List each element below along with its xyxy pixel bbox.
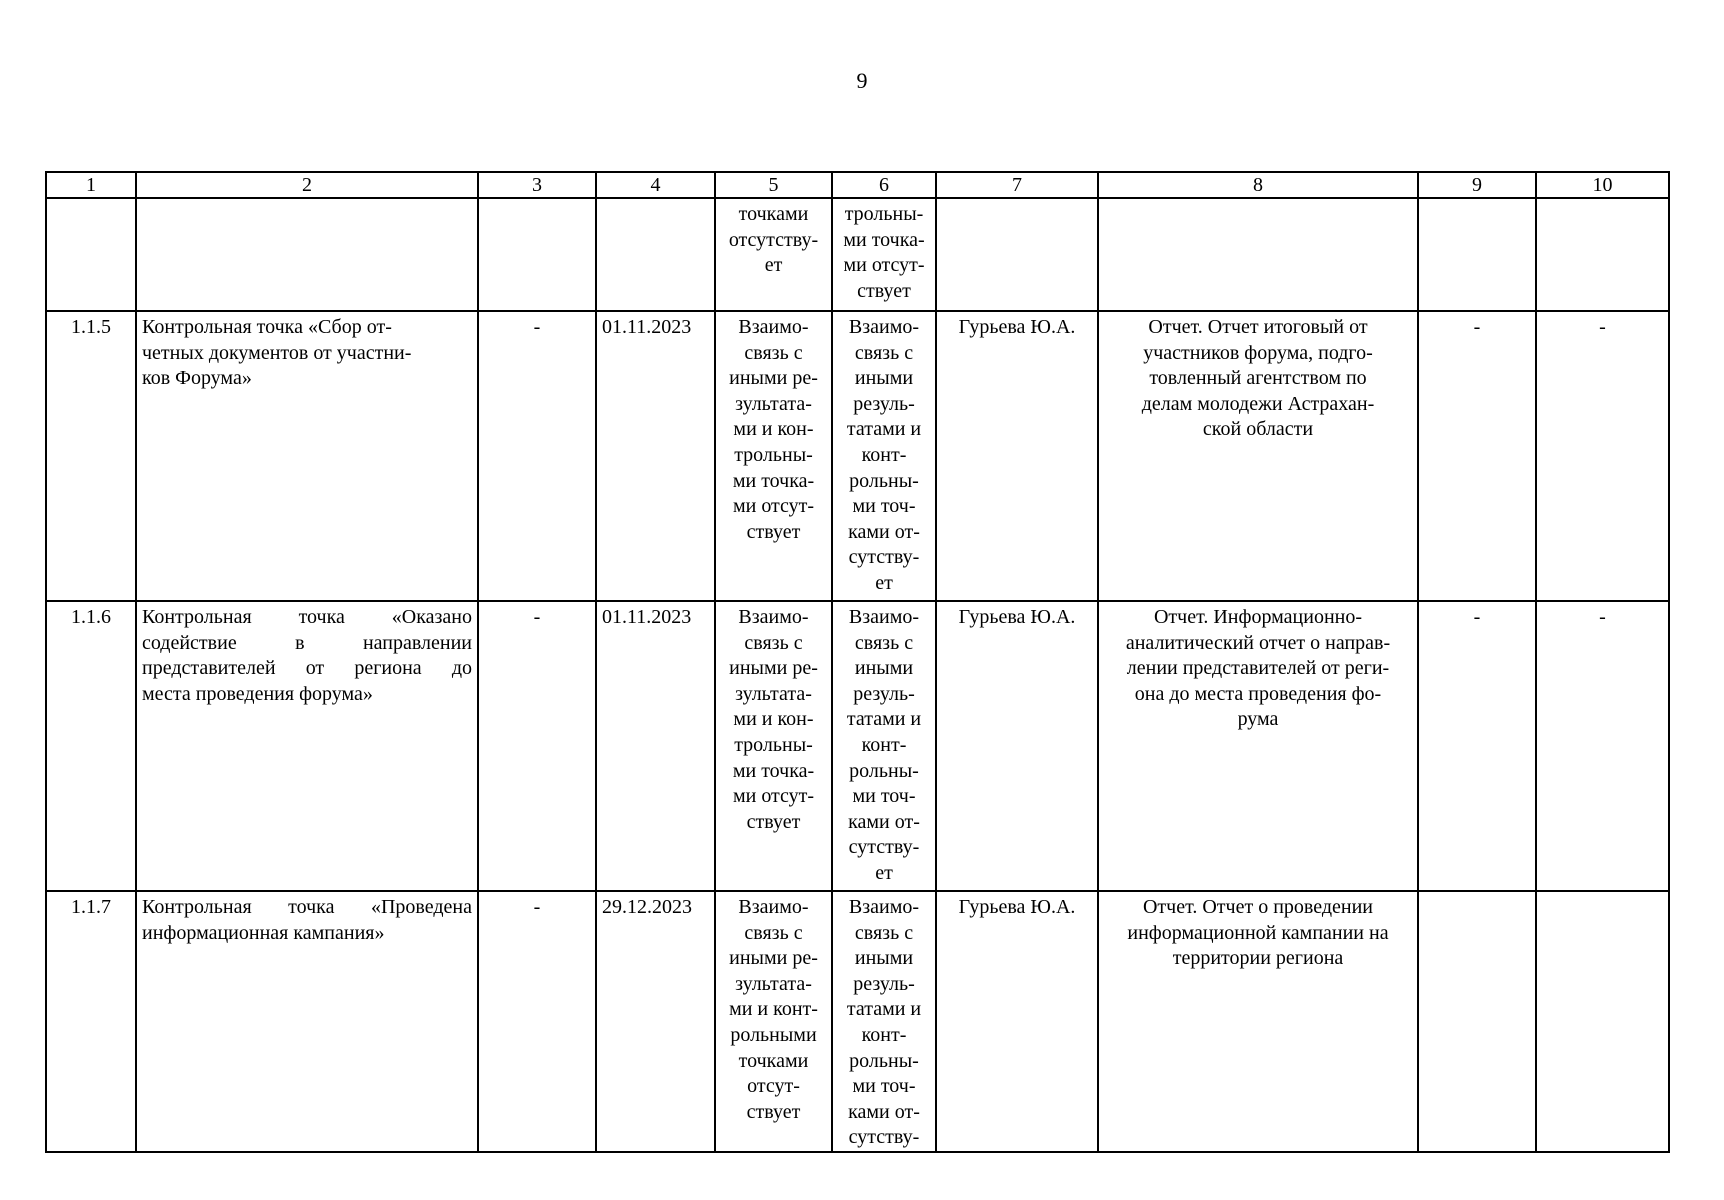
- header-col-9: 9: [1418, 172, 1536, 198]
- text-line: Контрольная точка «Проведена: [142, 896, 472, 918]
- text-line: резуль-: [853, 682, 915, 705]
- cell-col10: -: [1536, 311, 1669, 601]
- text-line: связь с: [744, 921, 803, 944]
- text-line: ствует: [746, 520, 801, 543]
- text-line: места проведения форума»: [142, 682, 373, 705]
- cell-relation-results: [715, 891, 832, 1152]
- table-row: [46, 311, 1669, 601]
- text-line: ми отсут-: [732, 785, 815, 808]
- cell-executor: Гурьева Ю.А.: [936, 891, 1098, 1152]
- text-line: точками: [738, 203, 809, 225]
- text-line: рольны-: [849, 1049, 919, 1072]
- cell-executor: Гурьева Ю.А.: [936, 311, 1098, 601]
- cell-document: [1098, 311, 1418, 601]
- table-row-continuation: [46, 198, 1669, 311]
- text-line: татами и: [846, 998, 922, 1021]
- text-line: иными: [854, 657, 914, 680]
- text-line: Контрольная точка «Оказано: [142, 606, 472, 628]
- cell-empty: [478, 198, 596, 311]
- text-line: ками от-: [848, 810, 920, 833]
- text-line: иными ре-: [729, 657, 818, 680]
- text-line: делам молодежи Астрахан-: [1141, 392, 1375, 415]
- text-line: точками: [738, 1049, 809, 1072]
- text-line: Отчет. Отчет о проведении: [1142, 896, 1374, 918]
- header-col-5: 5: [715, 172, 832, 198]
- text-line: рума: [1237, 708, 1279, 731]
- text-line: рольны-: [849, 759, 919, 782]
- cell-relation-results: [715, 311, 832, 601]
- text-line: связь с: [854, 921, 914, 944]
- cell-number: 1.1.5: [46, 311, 136, 601]
- text-line: аналитический отчет о направ-: [1125, 631, 1391, 654]
- header-col-4: 4: [596, 172, 715, 198]
- cell-empty: [936, 198, 1098, 311]
- header-col-8: 8: [1098, 172, 1418, 198]
- text-line: Отчет. Отчет итоговый от: [1148, 316, 1368, 338]
- cell-col9: -: [1418, 311, 1536, 601]
- header-row: [46, 172, 1669, 198]
- cell-date: 01.11.2023: [596, 601, 715, 891]
- text-line: зультата-: [735, 972, 812, 995]
- cell-control-point-name: [136, 891, 478, 1152]
- text-line: ми точка-: [732, 759, 815, 782]
- text-line: Взаимо-: [738, 316, 809, 338]
- text-line: ми и конт-: [729, 998, 818, 1021]
- cell-relation-control: [832, 891, 936, 1152]
- cell-empty: [136, 198, 478, 311]
- text-line: ет: [875, 861, 893, 884]
- text-line: ками от-: [848, 520, 920, 543]
- text-line: конт-: [861, 443, 907, 466]
- text-line: татами и: [846, 418, 922, 441]
- cell-control-point-name: [136, 311, 478, 601]
- header-col-2: 2: [136, 172, 478, 198]
- text-line: иными ре-: [729, 367, 818, 390]
- text-line: Взаимо-: [848, 316, 920, 338]
- cell-col9: [1418, 891, 1536, 1152]
- text-line: резуль-: [853, 972, 915, 995]
- cell-empty: [1098, 198, 1418, 311]
- text-line: ками от-: [848, 1100, 920, 1123]
- text-line: рольными: [730, 1023, 817, 1046]
- cell-col3: -: [478, 891, 596, 1152]
- cell-number: 1.1.7: [46, 891, 136, 1152]
- text-line: связь с: [854, 631, 914, 654]
- cell-col3: -: [478, 311, 596, 601]
- text-line: Взаимо-: [848, 606, 920, 628]
- cell-empty: [46, 198, 136, 311]
- cell-relation-results: [715, 198, 832, 311]
- text-line: трольны-: [734, 443, 813, 466]
- text-line: связь с: [744, 341, 803, 364]
- cell-document: [1098, 891, 1418, 1152]
- cell-empty: [596, 198, 715, 311]
- text-line: связь с: [744, 631, 803, 654]
- text-line: иными ре-: [729, 947, 818, 970]
- cell-date: 29.12.2023: [596, 891, 715, 1152]
- text-line: она до места проведения фо-: [1134, 682, 1382, 705]
- header-col-6: 6: [832, 172, 936, 198]
- text-line: ствует: [746, 1100, 801, 1123]
- text-line: товленный агентством по: [1149, 367, 1367, 390]
- cell-col10: [1536, 891, 1669, 1152]
- text-line: Контрольная точка «Сбор от-: [142, 316, 392, 338]
- text-line: ми отсут-: [732, 495, 815, 518]
- text-line: информационной кампании на: [1127, 921, 1389, 944]
- text-line: ков Форума»: [142, 367, 252, 390]
- cell-document: [1098, 601, 1418, 891]
- text-line: ми точка-: [843, 228, 925, 251]
- table-row: [46, 891, 1669, 1152]
- text-line: связь с: [854, 341, 914, 364]
- text-line: ет: [764, 254, 783, 277]
- text-line: зультата-: [735, 392, 812, 415]
- cell-date: 01.11.2023: [596, 311, 715, 601]
- text-line: татами и: [846, 708, 922, 731]
- text-line: лении представителей от реги-: [1126, 657, 1390, 680]
- text-line: трольны-: [734, 733, 813, 756]
- cell-relation-control: [832, 311, 936, 601]
- text-line: Отчет. Информационно-: [1153, 606, 1363, 628]
- text-line: конт-: [861, 1023, 907, 1046]
- text-line: рольны-: [849, 469, 919, 492]
- text-line: представителей от региона до: [142, 657, 472, 680]
- cell-col9: -: [1418, 601, 1536, 891]
- cell-relation-control: [832, 601, 936, 891]
- cell-executor: Гурьева Ю.А.: [936, 601, 1098, 891]
- text-line: конт-: [861, 733, 907, 756]
- text-line: ской области: [1202, 418, 1314, 441]
- text-line: трольны-: [844, 203, 924, 225]
- control-points-table: [45, 171, 1670, 1153]
- text-line: информационная кампания»: [142, 921, 385, 944]
- cell-col10: -: [1536, 601, 1669, 891]
- text-line: участников форума, подго-: [1143, 341, 1373, 364]
- table-row: [46, 601, 1669, 891]
- text-line: четных документов от участни-: [142, 341, 412, 364]
- text-line: Взаимо-: [738, 606, 809, 628]
- text-line: ми точка-: [732, 469, 815, 492]
- text-line: иными: [854, 367, 914, 390]
- cell-relation-results: [715, 601, 832, 891]
- text-line: отсут-: [747, 1075, 800, 1098]
- text-line: территории региона: [1172, 947, 1344, 970]
- cell-empty: [1536, 198, 1669, 311]
- text-line: зультата-: [735, 682, 812, 705]
- text-line: ет: [875, 571, 893, 594]
- text-line: Взаимо-: [848, 896, 920, 918]
- cell-empty: [1418, 198, 1536, 311]
- text-line: ствует: [857, 279, 911, 302]
- page-number: 9: [856, 68, 868, 93]
- text-line: ми точ-: [852, 1075, 916, 1098]
- text-line: Взаимо-: [738, 896, 809, 918]
- header-col-1: 1: [46, 172, 136, 198]
- text-line: иными: [854, 947, 914, 970]
- cell-col3: -: [478, 601, 596, 891]
- cell-control-point-name: [136, 601, 478, 891]
- text-line: сутству-: [848, 546, 920, 569]
- text-line: сутству-: [848, 1126, 920, 1149]
- header-col-10: 10: [1536, 172, 1669, 198]
- text-line: резуль-: [853, 392, 915, 415]
- text-line: ми точ-: [852, 785, 916, 808]
- text-line: ствует: [746, 810, 801, 833]
- text-line: отсутству-: [728, 228, 819, 251]
- cell-number: 1.1.6: [46, 601, 136, 891]
- cell-relation-control: [832, 198, 936, 311]
- header-col-3: 3: [478, 172, 596, 198]
- header-col-7: 7: [936, 172, 1098, 198]
- text-line: сутству-: [848, 836, 920, 859]
- text-line: ми и кон-: [733, 708, 814, 731]
- text-line: содействие в направлении: [142, 631, 472, 654]
- text-line: ми отсут-: [843, 254, 925, 277]
- text-line: ми точ-: [852, 495, 916, 518]
- text-line: ми и кон-: [733, 418, 814, 441]
